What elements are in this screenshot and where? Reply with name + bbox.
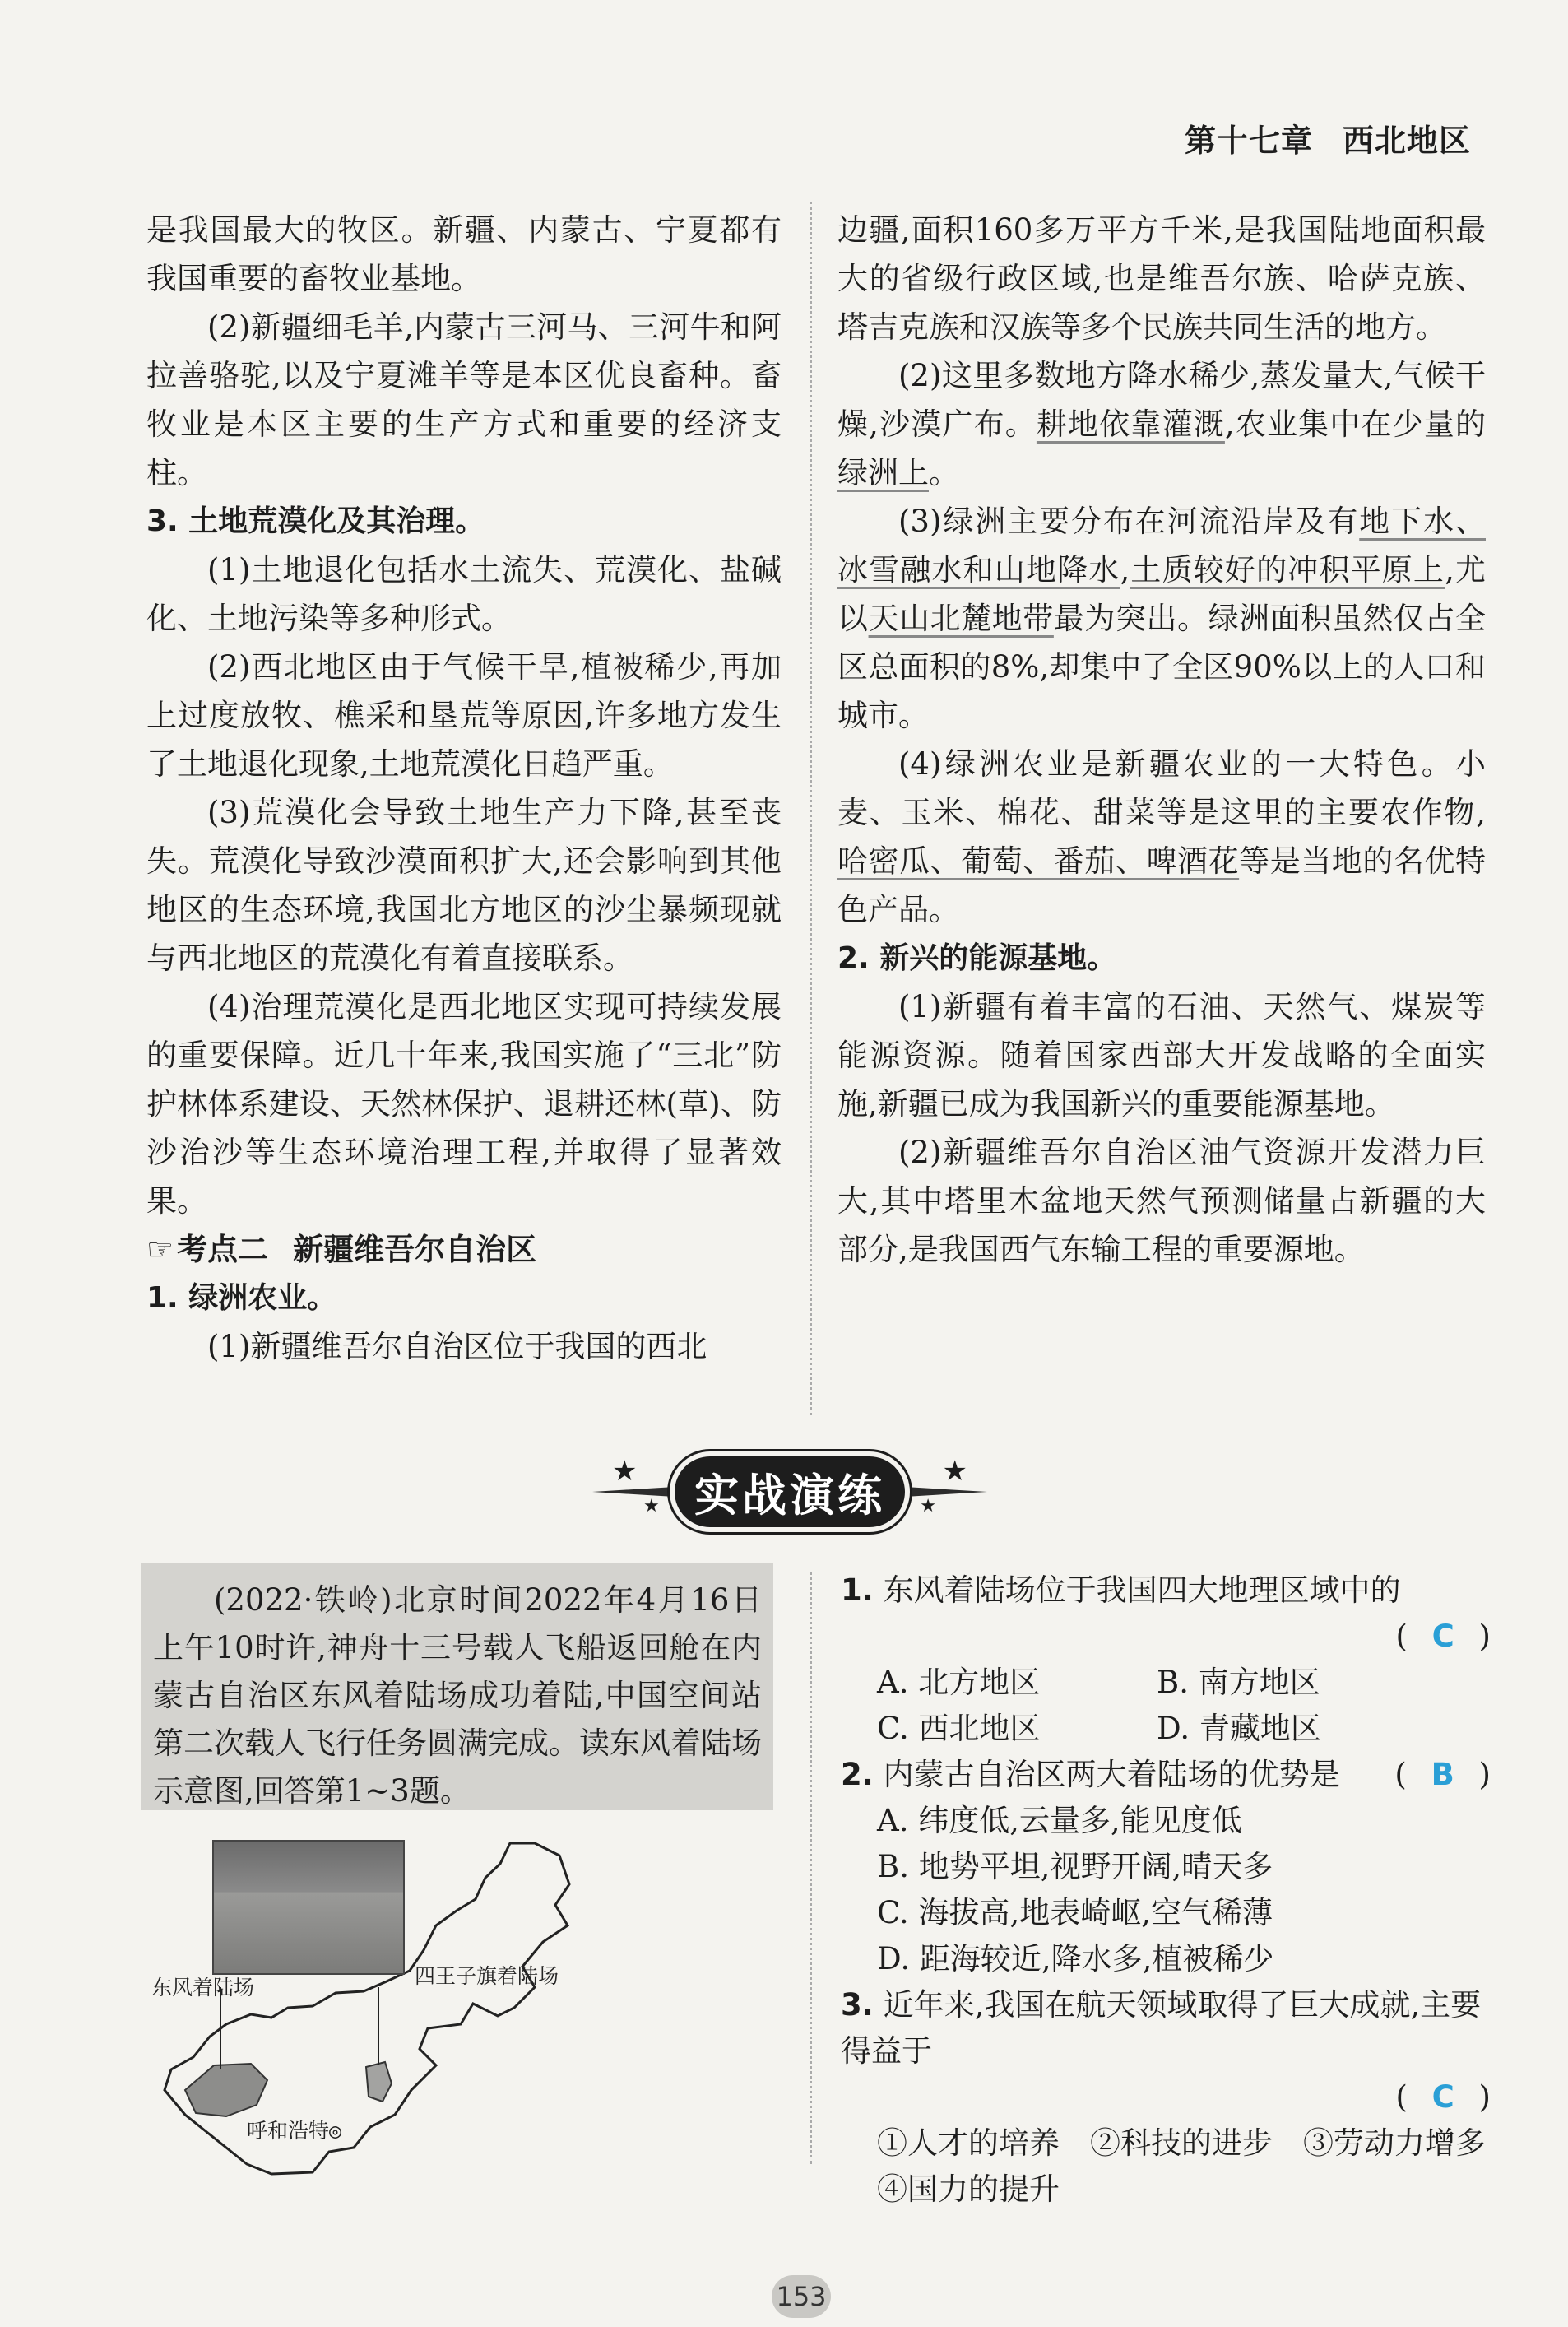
page-number: 153 [772,2275,831,2318]
reading-passage [141,1563,773,1810]
landing-site-photo [212,1840,405,1975]
banner-pill [675,1456,905,1527]
column-divider [810,1572,812,2164]
paragraph: 边疆,面积160多万平方千米,是我国陆地面积最大的省级行政区域,也是维吾尔族、哈萨克族、塔吉克族和汉族等多个民族共同生活的地方。 [837,212,1486,345]
practice-banner [592,1448,987,1539]
questions [841,1568,1516,2213]
section-heading: 2. 新兴的能源基地。 [837,941,1117,975]
option: D. 距海较近,降水多,植被稀少 [877,1941,1274,1976]
question-1: 1. 东风着陆场位于我国四大地理区域中的 ( C ) A. 北方地区 B. 南方地区 C. 西北地区 D. 青藏地区 [841,1568,1491,1752]
chapter-number: 第十七章 [1184,123,1313,159]
pointing-hand-icon: ☞ [146,1232,174,1267]
paragraph: (2)这里多数地方降水稀少,蒸发量大,气候干燥,沙漠广布。耕地依靠灌溉,农业集中在少量的绿洲上。 [837,358,1487,490]
option: C. 西北地区 [877,1711,1041,1746]
label-huhehaote: 呼和浩特◎ [247,2119,342,2143]
option: A. 纬度低,云量多,能见度低 [877,1803,1242,1838]
column-divider [810,202,812,1415]
question-stem: 东风着陆场位于我国四大地理区域中的 [883,1572,1401,1608]
key-point-label: 考点二 [177,1232,269,1267]
banner-title: 实战演练 [694,1469,885,1521]
section-heading: 3. 土地荒漠化及其治理。 [146,504,485,538]
underlined-text: 哈密瓜、葡萄、番茄、啤酒花 [837,843,1240,879]
paragraph: (4)绿洲农业是新疆农业的一大特色。小麦、玉米、棉花、甜菜等是这里的主要农作物,哈密瓜、葡萄、番茄、啤酒花等是当地的名优特色产品。 [837,746,1487,927]
answer-1: C [1431,1619,1454,1654]
star-icon: ★ [643,1496,660,1516]
paragraph: (2)新疆维吾尔自治区油气资源开发潜力巨大,其中塔里木盆地天然气预测储量占新疆的大部分,是我国西气东输工程的重要源地。 [837,1135,1486,1267]
paragraph: (2)新疆细毛羊,内蒙古三河马、三河牛和阿拉善骆驼,以及宁夏滩羊等是本区优良畜种。畜牧业是本区主要的生产方式和重要的经济支柱。 [146,309,782,490]
left-column [146,206,782,1371]
paragraph: (1)新疆有着丰富的石油、天然气、煤炭等能源资源。随着国家西部大开发战略的全面实施,新疆已成为我国新兴的重要能源基地。 [837,989,1486,1122]
chapter-region: 西北地区 [1342,123,1471,159]
chapter-header [1185,115,1471,160]
question-2: 2. 内蒙古自治区两大着陆场的优势是 ( B ) A. 纬度低,云量多,能见度低 B. 地势平坦,视野开阔,晴天多 C. 海拔高,地表崎岖,空气稀薄 D. 距海较近,降水多,植被稀少 [841,1752,1491,1982]
capital-icon: ◎ [329,2119,342,2143]
option: D. 青藏地区 [1157,1711,1321,1746]
underlined-text: 绿洲上 [837,455,929,490]
label-dongfeng: 东风着陆场 [151,1976,255,2000]
option: C. 海拔高,地表崎岖,空气稀薄 [877,1895,1273,1930]
star-icon: ★ [612,1455,638,1488]
underlined-text: 天山北麓地带 [868,601,1054,636]
question-stem: 近年来,我国在航天领域取得了巨大成就,主要得益于 [841,1987,1482,2069]
underlined-text: 土质较好的冲积平原上 [1130,552,1445,588]
paragraph: (3)绿洲主要分布在河流沿岸及有地下水、冰雪融水和山地降水,土质较好的冲积平原上,尤以天山北麓地带最为突出。绿洲面积虽然仅占全区总面积的8%,却集中了全区90%以上的人口和城市。 [837,504,1487,733]
star-icon: ★ [920,1496,936,1516]
answer-2: B [1431,1757,1454,1792]
paragraph: (2)西北地区由于气候干旱,植被稀少,再加上过度放牧、樵采和垦荒等原因,许多地方发生了土地退化现象,土地荒漠化日趋严重。 [146,649,782,782]
question-3: 3. 近年来,我国在航天领域取得了巨大成就,主要得益于 ( C ) ①人才的培养 ②科技的进步 ③劳动力增多 ④国力的提升 [841,1982,1491,2213]
star-icon: ★ [942,1455,967,1488]
paragraph: (3)荒漠化会导致土地生产力下降,甚至丧失。荒漠化导致沙漠面积扩大,还会影响到其他地区的生态环境,我国北方地区的沙尘暴频现就与西北地区的荒漠化有着直接联系。 [146,795,782,976]
option-list: ①人才的培养 ②科技的进步 ③劳动力增多 ④国力的提升 [877,2125,1516,2207]
paragraph: (1)新疆维吾尔自治区位于我国的西北 [207,1329,707,1364]
underlined-text: 地下水、冰雪融水和山地降水 [837,504,1486,588]
underlined-text: 耕地依靠灌溉 [1036,406,1225,442]
key-point-heading [146,1225,782,1274]
label-siziwang: 四王子旗着陆场 [415,1964,559,1988]
paragraph: 是我国最大的牧区。新疆、内蒙古、宁夏都有我国重要的畜牧业基地。 [146,212,782,296]
option: B. 地势平坦,视野开阔,晴天多 [877,1849,1273,1884]
answer-3: C [1431,2079,1454,2115]
option: B. 南方地区 [1157,1665,1320,1700]
landing-site-map [148,1818,609,2181]
option: A. 北方地区 [877,1665,1041,1700]
question-stem: 内蒙古自治区两大着陆场的优势是 [883,1757,1340,1792]
section-heading: 1. 绿洲农业。 [146,1281,337,1315]
passage-text: (2022·铁岭)北京时间2022年4月16日上午10时许,神舟十三号载人飞船返回舱在内蒙古自治区东风着陆场成功着陆,中国空间站第二次载人飞行任务圆满完成。读东风着陆场示意图,回答第1~3题。 [153,1582,762,1809]
right-column [837,206,1486,1274]
paragraph: (1)土地退化包括水土流失、荒漠化、盐碱化、土地污染等多种形式。 [146,552,782,636]
key-point-title: 新疆维吾尔自治区 [293,1232,537,1267]
paragraph: (4)治理荒漠化是西北地区实现可持续发展的重要保障。近几十年来,我国实施了“三北”防护林体系建设、天然林保护、退耕还林(草)、防沙治沙等生态环境治理工程,并取得了显著效果。 [146,989,782,1219]
